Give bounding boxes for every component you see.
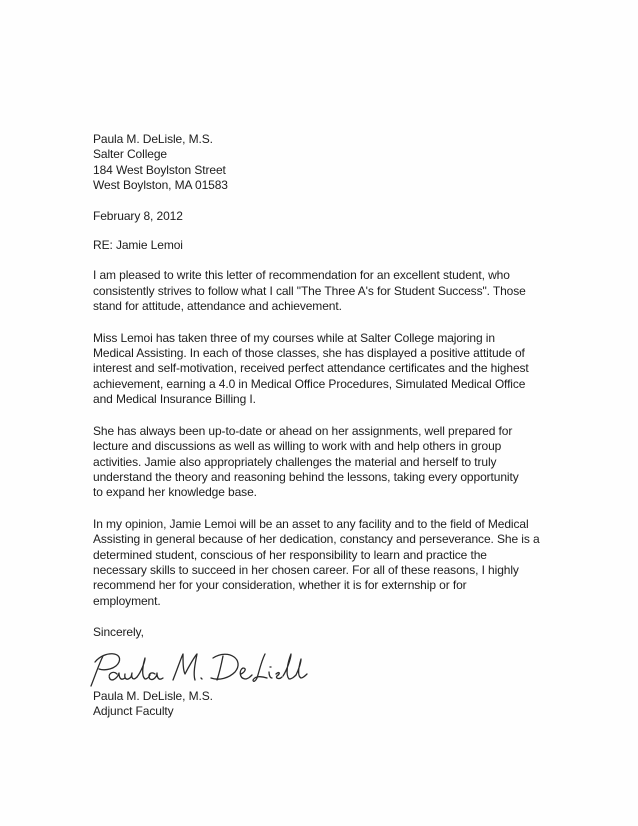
- paragraph-line: Assisting in general because of her dedication, constancy and perseverance. She is a: [93, 532, 540, 547]
- paragraph-line: determined student, conscious of her responsibility to learn and practice the: [93, 547, 487, 562]
- paragraph-line: and Medical Insurance Billing I.: [93, 392, 256, 407]
- paragraph-3: [93, 424, 543, 501]
- paragraph-line: understand the theory and reasoning behind the lessons, taking every opportunity: [93, 469, 519, 484]
- sender-city: West Boylston, MA 01583: [93, 178, 228, 193]
- paragraph-line: Medical Assisting. In each of those classes, she has displayed a positive attitude of: [93, 346, 525, 361]
- letter-subject: RE: Jamie Lemoi: [93, 238, 183, 253]
- paragraph-line: lecture and discussions as well as willing to work with and help others in group: [93, 439, 502, 454]
- paragraph-line: employment.: [93, 593, 161, 608]
- paragraph-line: interest and self-motivation, received perfect attendance certificates and the highest: [93, 361, 529, 376]
- signer-title: Adjunct Faculty: [93, 703, 174, 718]
- paragraph-line: consistently strives to follow what I call "The Three A's for Student Success". Those: [93, 283, 526, 298]
- paragraph-2: [93, 331, 543, 408]
- sender-name: Paula M. DeLisle, M.S.: [93, 132, 213, 146]
- paragraph-line: necessary skills to succeed in her chosen career. For all of these reasons, I highly: [93, 562, 519, 577]
- signature-block: [93, 689, 543, 720]
- signer-name: Paula M. DeLisle, M.S.: [93, 688, 213, 703]
- paragraph-line: In my opinion, Jamie Lemoi will be an asset to any facility and to the field of Medical: [93, 516, 529, 531]
- sender-address: [93, 132, 543, 194]
- signature-icon: [73, 644, 313, 692]
- handwritten-signature: [93, 644, 543, 689]
- closing: Sincerely,: [93, 625, 144, 640]
- paragraph-line: Miss Lemoi has taken three of my courses while at Salter College majoring in: [93, 330, 495, 345]
- letter-date: February 8, 2012: [93, 208, 183, 223]
- paragraph-4: [93, 517, 543, 609]
- paragraph-line: recommend her for your consideration, whether it is for externship or for: [93, 578, 467, 593]
- paragraph-line: activities. Jamie also appropriately challenges the material and herself to truly: [93, 454, 497, 469]
- sender-street: 184 West Boylston Street: [93, 162, 226, 177]
- paragraph-1: [93, 268, 543, 314]
- paragraph-line: She has always been up-to-date or ahead on her assignments, well prepared for: [93, 423, 513, 438]
- letter-body: [93, 132, 543, 719]
- paragraph-line: I am pleased to write this letter of recommendation for an excellent student, who: [93, 268, 510, 283]
- paragraph-line: stand for attitude, attendance and achievement.: [93, 299, 342, 314]
- sender-institution: Salter College: [93, 147, 167, 162]
- paragraph-line: to expand her knowledge base.: [93, 485, 257, 500]
- paragraph-line: achievement, earning a 4.0 in Medical Office Procedures, Simulated Medical Office: [93, 376, 526, 391]
